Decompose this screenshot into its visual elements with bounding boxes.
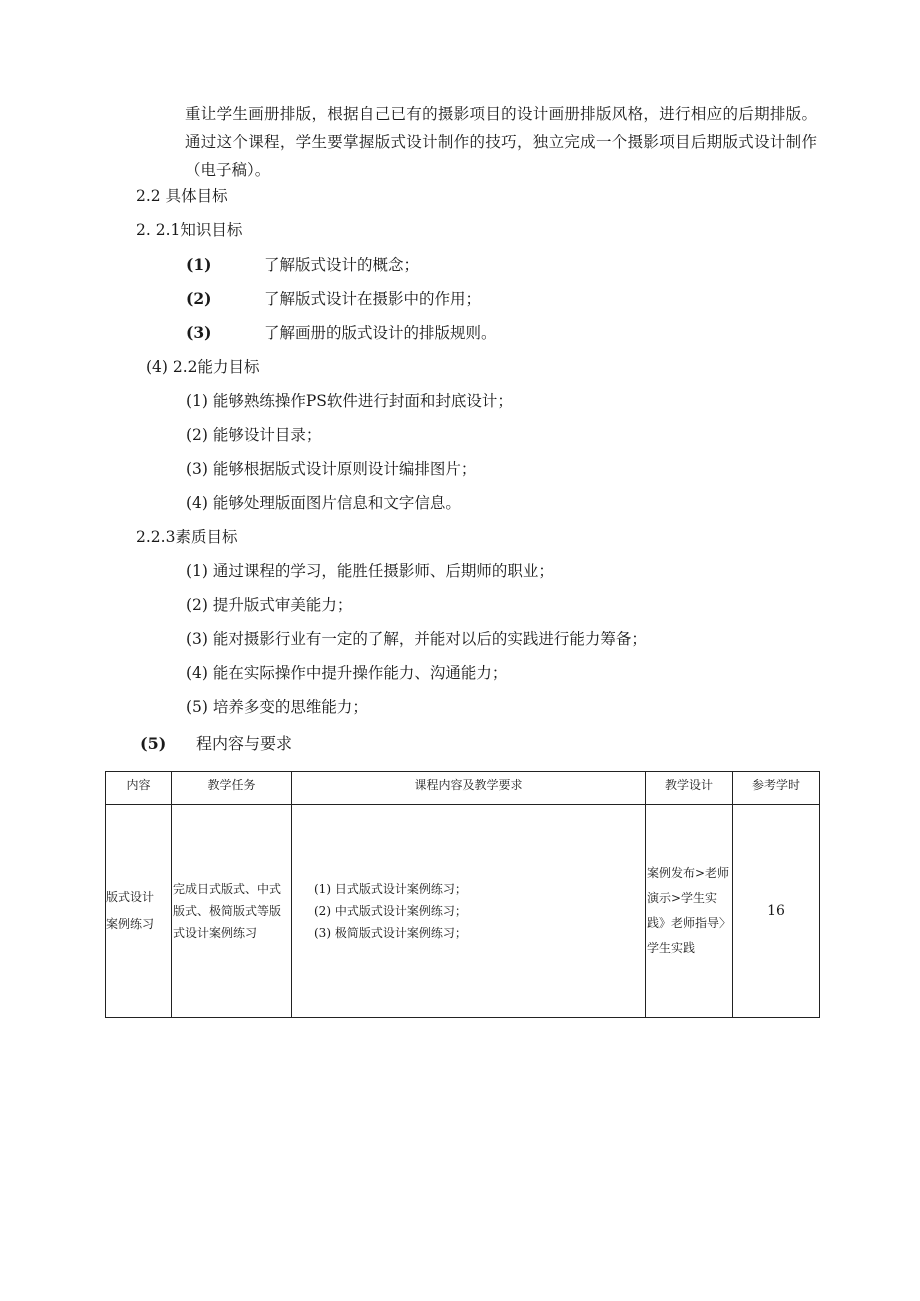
knowledge-item (186, 288, 481, 310)
content-line: 案例练习 (106, 917, 155, 931)
cell-content (106, 805, 172, 1018)
item-text: 了解版式设计在摄影中的作用； (264, 290, 482, 308)
quality-item: (1) 通过课程的学习，能胜任摄影师、后期师的职业； (186, 562, 554, 580)
item-number: (2) (186, 289, 212, 308)
item-text: 了解版式设计的概念； (264, 256, 420, 274)
heading-2-2-1: 2. 2.1知识目标 (136, 221, 243, 239)
cell-hours: 16 (733, 805, 820, 1018)
cell-requirements (292, 805, 646, 1018)
heading-section-5 (140, 733, 292, 755)
heading-2-2: 2.2 具体目标 (136, 187, 228, 205)
requirement-line: (2) 中式版式设计案例练习； (314, 904, 467, 918)
requirement-line: (1) 日式版式设计案例练习； (314, 882, 467, 896)
table-row (106, 805, 820, 1018)
ability-item: (3) 能够根据版式设计原则设计编排图片； (186, 460, 477, 478)
item-number: (3) (186, 323, 212, 342)
heading-2-2-3: 2.2.3素质目标 (136, 528, 238, 546)
header-task: 教学任务 (172, 772, 292, 805)
content-line: 版式设计 (106, 890, 155, 904)
quality-item: (3) 能对摄影行业有一定的了解，并能对以后的实践进行能力筹备； (186, 630, 647, 648)
header-requirements: 课程内容及教学要求 (292, 772, 646, 805)
ability-item: (1) 能够熟练操作PS软件进行封面和封底设计； (186, 392, 513, 410)
cell-design (646, 805, 733, 1018)
quality-item: (5) 培养多变的思维能力； (186, 698, 368, 716)
intro-paragraph: 重让学生画册排版，根据自己已有的摄影项目的设计画册排版风格，进行相应的后期排版。通过这个课程，学生要掌握版式设计制作的技巧，独立完成一个摄影项目后期版式设计制作（电子稿）。 (185, 105, 817, 179)
design-text: 案例发布>老师演示>学生实践》老师指导〉学生实践 (647, 866, 732, 955)
header-design: 教学设计 (646, 772, 733, 805)
quality-item: (4) 能在实际操作中提升操作能力、沟通能力； (186, 664, 508, 682)
item-text: 了解画册的版式设计的排版规则。 (264, 324, 497, 342)
quality-item: (2) 提升版式审美能力； (186, 596, 353, 614)
ability-item: (2) 能够设计目录； (186, 426, 322, 444)
item-number: (1) (186, 255, 212, 274)
section-title: 程内容与要求 (196, 734, 293, 753)
task-text: 完成日式版式、中式版式、极简版式等版式设计案例练习 (173, 882, 282, 940)
section-number: (5) (140, 734, 167, 753)
ability-item: (4) 能够处理版面图片信息和文字信息。 (186, 494, 461, 512)
header-hours: 参考学时 (733, 772, 820, 805)
course-content-table (105, 771, 820, 1018)
cell-task (172, 805, 292, 1018)
header-content: 内容 (106, 772, 172, 805)
knowledge-item (186, 322, 497, 344)
knowledge-item (186, 254, 419, 276)
table-header-row (106, 772, 820, 805)
requirement-line: (3) 极简版式设计案例练习； (314, 926, 467, 940)
heading-2-2-2: (4) 2.2能力目标 (146, 358, 260, 376)
